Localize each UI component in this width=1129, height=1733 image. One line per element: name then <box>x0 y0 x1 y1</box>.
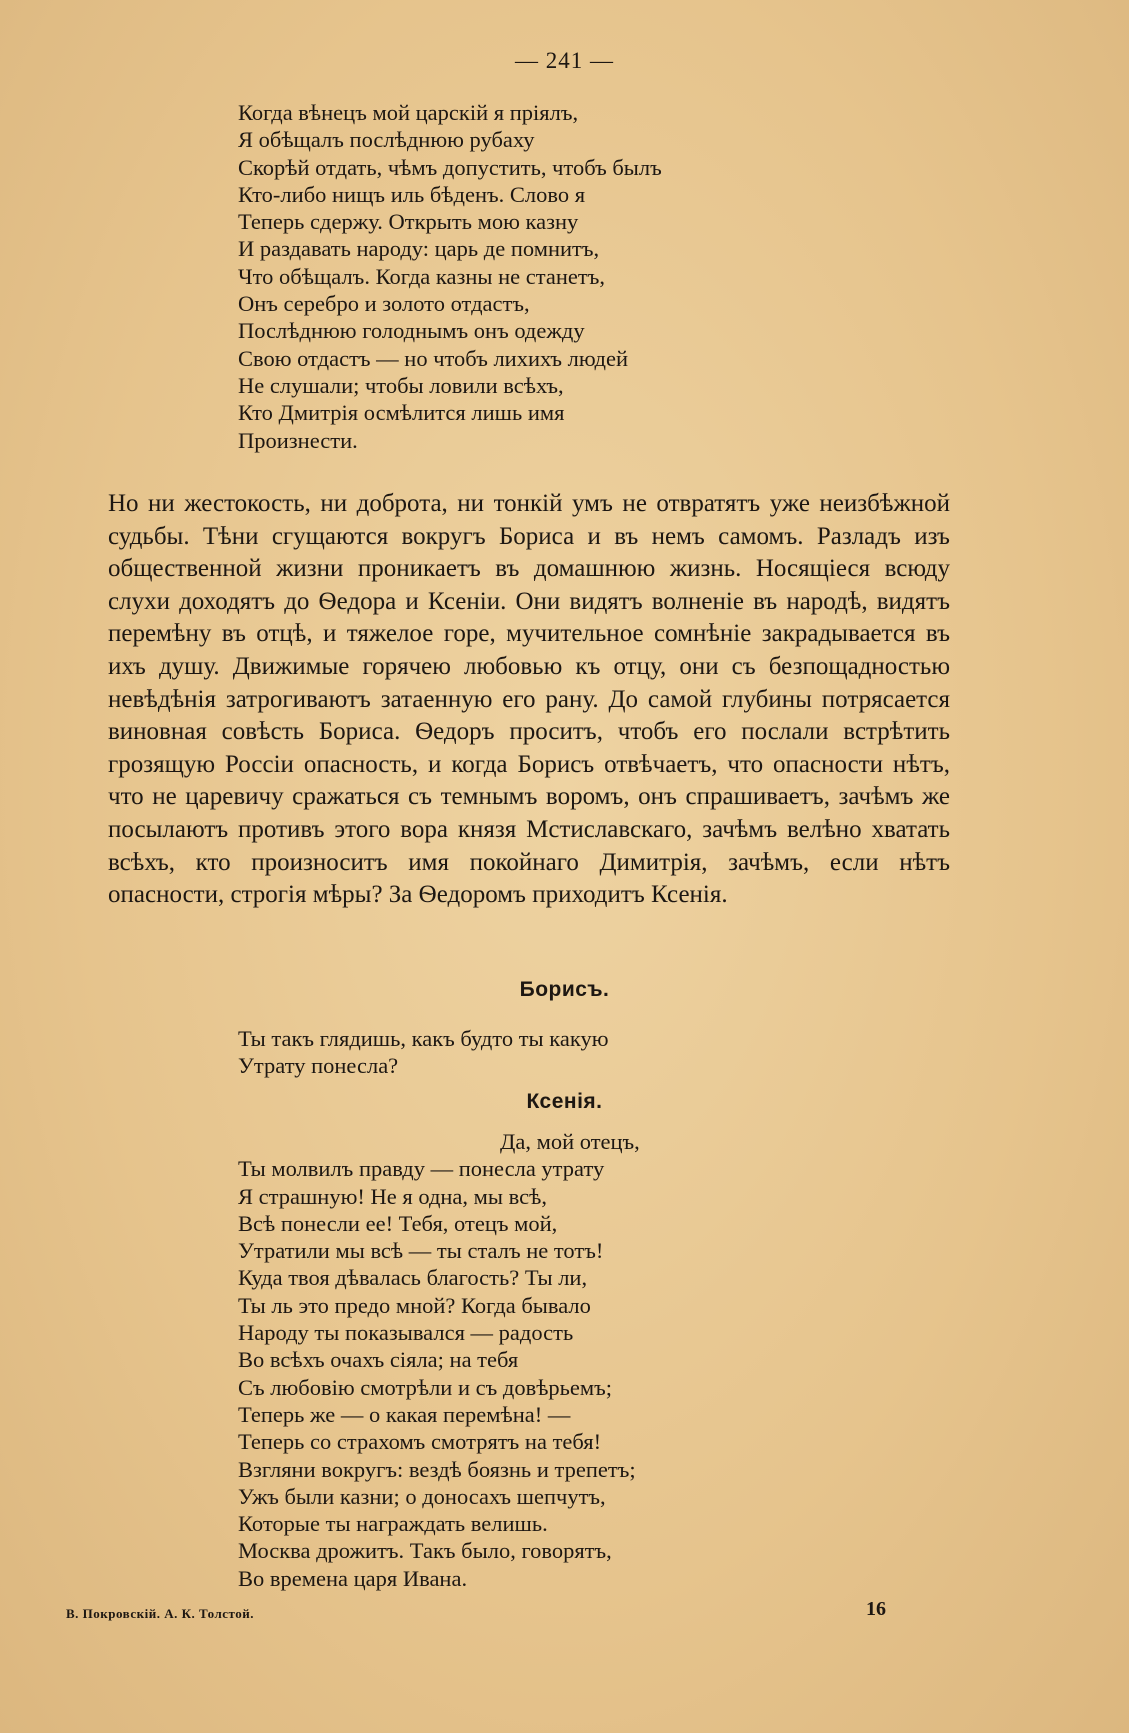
verse-line: Свою отдастъ — но чтобъ лихихъ людей <box>238 345 629 371</box>
verse-line: Ужъ были казни; о доносахъ шепчутъ, <box>238 1483 606 1509</box>
verse-line: Во всѣхъ очахъ сіяла; на тебя <box>238 1347 519 1373</box>
verse-line: Утрату понесла? <box>238 1053 399 1079</box>
footer-signature: В. Покровскій. А. К. Толстой. <box>66 1606 254 1621</box>
verse-line: Ты ль это предо мной? Когда бывало <box>238 1292 591 1318</box>
verse-line: Куда твоя дѣвалась благость? Ты ли, <box>238 1265 588 1291</box>
verse-line: Москва дрожитъ. Такъ было, говорятъ, <box>238 1538 612 1564</box>
verse-block-1 <box>238 99 662 454</box>
verse-line: Теперь со страхомъ смотрятъ на тебя! <box>238 1429 602 1455</box>
verse-line: Съ любовію смотрѣли и съ довѣрьемъ; <box>238 1374 613 1400</box>
verse-line: Не слушали; чтобы ловили всѣхъ, <box>238 372 564 398</box>
verse-line: Народу ты показывался — радость <box>238 1320 574 1346</box>
verse-block-2 <box>238 1025 609 1080</box>
verse-line: Теперь же — о какая перемѣна! — <box>238 1401 571 1427</box>
speaker-heading-boris: Борисъ. <box>519 978 610 1001</box>
verse-line: Во времена царя Ивана. <box>238 1565 468 1591</box>
verse-line: Которые ты награждать велишь. <box>238 1511 548 1537</box>
verse-line: Произнести. <box>238 427 358 453</box>
verse-line: Я обѣщалъ послѣднюю рубаху <box>238 127 535 153</box>
verse-line: Что обѣщалъ. Когда казны не станетъ, <box>238 263 605 289</box>
page-number: — 241 — <box>515 48 614 73</box>
verse-line: Скорѣй отдать, чѣмъ допустить, чтобъ былъ <box>238 154 662 180</box>
speaker-heading-ksenia: Ксенія. <box>526 1090 603 1113</box>
verse-line: Послѣднюю голоднымъ онъ одежду <box>238 318 585 344</box>
verse-line: Теперь сдержу. Открыть мою казну <box>238 209 579 235</box>
verse-line: Ты такъ глядишь, какъ будто ты какую <box>238 1026 609 1051</box>
footer-sheet-number: 16 <box>866 1598 886 1620</box>
verse-line: Всѣ понесли ее! Тебя, отецъ мой, <box>238 1210 558 1236</box>
verse-line: Онъ серебро и золото отдастъ, <box>238 291 530 317</box>
verse-block-3 <box>238 1128 640 1592</box>
verse-line: И раздавать народу: царь де помнитъ, <box>238 236 600 262</box>
verse-line: Взгляни вокругъ: вездѣ боязнь и трепетъ; <box>238 1456 636 1482</box>
verse-line: Утратили мы всѣ — ты сталъ не тотъ! <box>238 1238 604 1264</box>
prose-paragraph: Но ни жестокость, ни доброта, ни тонкій умъ не отвратятъ уже неизбѣжной судьбы. Тѣни сгущаются вокругъ Бориса и въ немъ самомъ. Разладъ изъ общественной жизни проникаетъ въ домашнюю жизнь. Носящіеся всюду слухи доходятъ до Ѳедора и Ксеніи. Они видятъ волненіе въ народѣ, видятъ перемѣну въ отцѣ, и тяжелое горе, мучительное сомнѣніе закрадывается въ ихъ душу. Движимые горячею любовью къ отцу, они съ безпощадностью невѣдѣнія затрогиваютъ затаенную его рану. До самой глубины потрясается виновная совѣсть Бориса. Ѳедоръ проситъ, чтобъ его послали встрѣтить грозящую Россіи опасность, и когда Борисъ отвѣчаетъ, что опасности нѣтъ, что не царевичу сражаться съ темнымъ воромъ, онъ спрашиваетъ, зачѣмъ же посылаютъ противъ этого вора князя Мстиславскаго, зачѣмъ велѣно хватать всѣхъ, кто произноситъ имя покойнаго Димитрія, зачѣмъ, если нѣтъ опасности, строгія мѣры? За Ѳедоромъ приходитъ Ксенія. <box>108 490 950 909</box>
verse-line-indented: Да, мой отецъ, <box>500 1129 640 1154</box>
verse-line: Ты молвилъ правду — понесла утрату <box>238 1156 605 1182</box>
verse-line: Кто-либо нищъ иль бѣденъ. Слово я <box>238 181 586 207</box>
verse-line: Я страшную! Не я одна, мы всѣ, <box>238 1183 547 1209</box>
verse-line: Кто Дмитрія осмѣлится лишь имя <box>238 400 565 426</box>
verse-line: Когда вѣнецъ мой царскій я пріялъ, <box>238 100 579 125</box>
